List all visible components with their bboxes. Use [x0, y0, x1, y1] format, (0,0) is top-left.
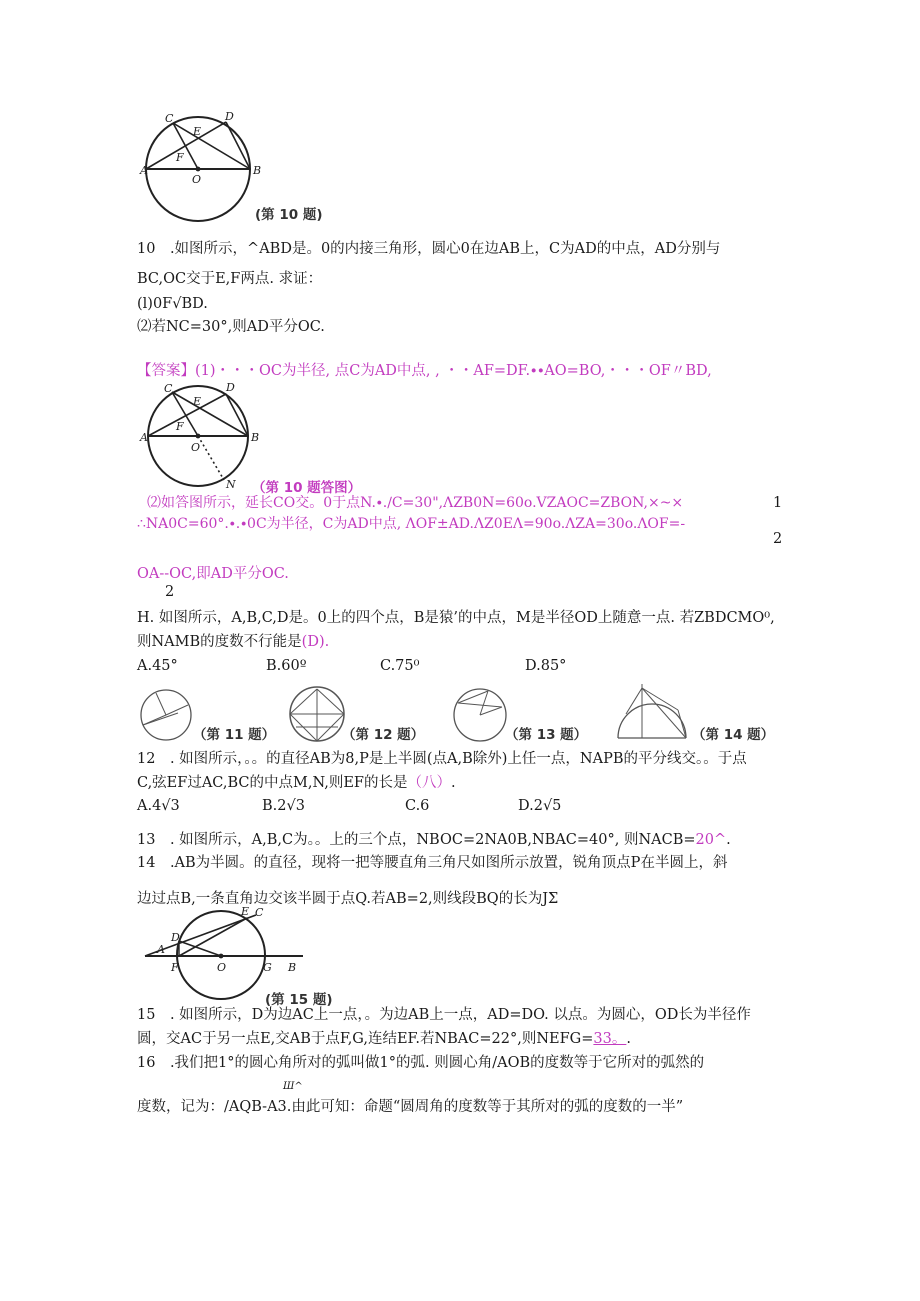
fig14-triangle-side-2	[642, 688, 678, 710]
q12-line1: 12 . 如图所示，。。的直径AB为8,P是上半圆(点A,B除外)上任一点，NAPB的平分线交。。于点	[137, 751, 747, 767]
q13-line	[137, 831, 731, 849]
q16-line1: 16 .我们把1°的圆心角所对的弧叫做1°的弧. 则圆心角/AOB的度数等于它所对的弧然的	[137, 1055, 705, 1071]
fig13-line-3	[480, 691, 488, 715]
ans10-line1: 【答案】(1)・・・OC为半径, 点C为AD中点, , ・・AF=DF.∙∙AO=BO,・・・OF〃BD,	[137, 363, 712, 379]
fig14-triangle-side-1	[642, 688, 686, 738]
fig10a-label-c: C	[164, 382, 173, 395]
q11-line2	[137, 633, 329, 651]
q11-line1: H. 如图所示，A,B,C,D是。0上的四个点，B是猿’的中点，M是半径OD上随意一点. 若ZBDCMO⁰,	[137, 610, 775, 626]
figure-11	[138, 685, 198, 745]
q15-line2-text: 圆，交AC于另一点E,交AB于点F,G,连结EF.若NBAC=22°,则NEFG=	[137, 1031, 594, 1047]
ans10-line2: ⑵如答图所示，延长CO交。0于点N.∙.∕C=30",ΛZB0N=60o.VZAOC=ZBON,×~×	[147, 495, 684, 511]
fig10a-label-f: F	[176, 420, 184, 433]
fig10-label-c: C	[165, 112, 174, 125]
fig13-caption: （第 13 题）	[505, 727, 588, 743]
fig15-label-b: B	[288, 961, 297, 974]
q11-line2-text: 则NAMB的度数不行能是	[137, 634, 302, 650]
q12-line2	[137, 774, 456, 792]
figure-10-answer	[140, 380, 280, 490]
fig15-label-d: D	[171, 931, 180, 944]
q14-line1: 14 .AB为半圆。的直径，现将一把等腰直角三角尺如图所示放置，锐角顶点P在半圆上，斜	[137, 855, 728, 871]
ans10-fig-caption: （第 10 题答图）	[252, 480, 362, 496]
q13-text: 13 . 如图所示，A,B,C为。。上的三个点，NBOC=2NA0B,NBAC=40°, 则NACB=	[137, 832, 696, 848]
figure-14	[612, 680, 692, 745]
figure-13	[450, 685, 512, 745]
q15-line1: 15 . 如图所示，D为边AC上一点，。为边AB上一点，AD=DO. 以点。为圆心，OD长为半径作	[137, 1007, 751, 1023]
q13-end: .	[726, 832, 731, 848]
ans10-frac-den-2: 2	[165, 584, 175, 600]
q15-line2	[137, 1030, 631, 1048]
fig10a-label-a: A	[140, 431, 148, 444]
fig10a-label-n: N	[226, 478, 236, 491]
q12-option-d: D.2√5	[518, 798, 562, 814]
fig10-label-f: F	[176, 151, 184, 164]
fig15-label-g: G	[263, 961, 272, 974]
fig11-caption: （第 11 题）	[193, 727, 276, 743]
fig15-caption: (第 15 题)	[265, 992, 333, 1008]
fig10-caption: (第 10 题)	[255, 207, 323, 223]
q12-line2-text: C,弦EF过AC,BC的中点M,N,则EF的长是	[137, 775, 408, 791]
fig15-line-dO	[179, 941, 221, 956]
q16-mark: Ш^	[283, 1081, 303, 1092]
q10-line2: BC,OC交于E,F两点. 求证：	[137, 271, 323, 287]
fig10-label-e: E	[193, 125, 202, 138]
q12-option-a: A.4√3	[137, 798, 180, 814]
q10-line1: 10 .如图所示，^ABD是。0的内接三角形，圆心0在边AB上，C为AD的中点，AD分别与	[137, 241, 721, 257]
fig12-caption: （第 12 题）	[342, 727, 425, 743]
q10-line3: (l)0F√BD.	[137, 296, 208, 312]
fig11-line-3	[143, 713, 178, 725]
fig10a-label-o: O	[191, 441, 201, 454]
q11-option-a: A.45°	[137, 658, 178, 674]
q12-option-b: B.2√3	[262, 798, 305, 814]
q12-line2-end: .	[450, 775, 456, 791]
fig13-line-4	[458, 691, 488, 703]
fig15-label-e: E	[241, 905, 250, 918]
q15-answer: 33。	[593, 1031, 627, 1047]
fig10a-label-b: B	[251, 431, 260, 444]
fig15-center-dot	[219, 954, 224, 959]
q14-line2: 边过点B,一条直角边交该半圆于点Q.若AB=2,则线段BQ的长为JΣ	[137, 891, 559, 907]
q15-end: .	[626, 1031, 631, 1047]
fig10-label-a: A	[140, 164, 148, 177]
fig14-caption: （第 14 题）	[692, 727, 775, 743]
fig10a-label-d: D	[226, 381, 235, 394]
fig14-line-q	[626, 688, 642, 714]
ans10-frac-den: 2	[773, 531, 783, 547]
fig15-label-f: F	[171, 961, 179, 974]
ans10-line3: ∴NA0C=60°.∙.∙0C为半径，C为AD中点, ΛOF±AD.ΛZ0EΛ=90o.ΛZA=30o.ΛOF=-	[137, 516, 686, 532]
fig10a-label-e: E	[193, 395, 202, 408]
q16-line2: 度数，记为：/AQB-A3.由此可知：命题“圆周角的度数等于其所对的弧的度数的一半”	[137, 1099, 684, 1115]
fig13-line-2	[480, 707, 502, 715]
fig15-label-a: A	[157, 943, 165, 956]
fig10-label-d: D	[225, 110, 234, 123]
fig10-center-dot	[196, 167, 201, 172]
q12-option-c: C.6	[405, 798, 430, 814]
fig15-label-c: C	[255, 906, 264, 919]
q11-option-c: C.75⁰	[380, 658, 420, 674]
fig12-chord-2	[317, 689, 344, 714]
q11-answer: (D).	[301, 634, 330, 650]
fig10a-line-on-dashed	[198, 436, 224, 480]
q11-option-b: B.60º	[266, 658, 307, 674]
q10-line4: ⑵若NC=30°,则AD平分OC.	[137, 319, 325, 335]
q11-option-d: D.85°	[525, 658, 567, 674]
fig10-label-b: B	[253, 164, 262, 177]
figure-12	[286, 683, 348, 745]
fig15-label-o: O	[217, 961, 227, 974]
fig10a-center-dot	[196, 434, 201, 439]
ans10-frac-num: 1	[773, 495, 783, 511]
q12-answer: （八）	[407, 775, 451, 791]
fig10-label-o: O	[192, 173, 202, 186]
fig11-line-4	[156, 693, 166, 715]
fig12-chord-1	[290, 689, 317, 714]
q13-answer: 20^	[695, 832, 727, 848]
ans10-line4: OA--OC,即AD平分OC.	[137, 566, 289, 582]
fig13-line-1	[458, 703, 502, 707]
